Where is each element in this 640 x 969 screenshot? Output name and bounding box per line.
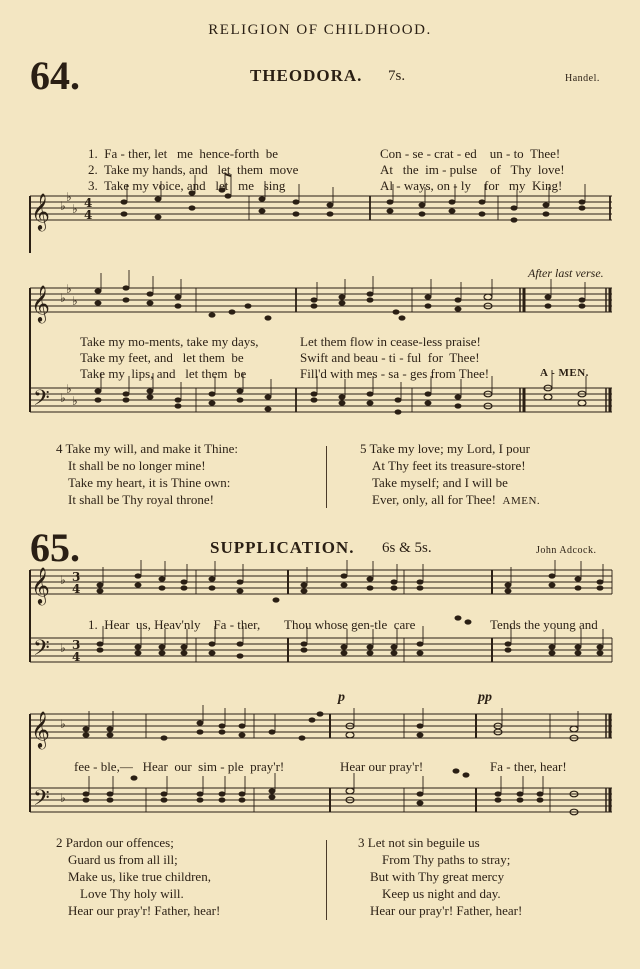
hymn-65-verse-1-line-b: Thou whose gen-tle care xyxy=(284,617,416,632)
stanza-5-amen: AMEN. xyxy=(502,495,541,507)
stanza-3-line-4: Keep us night and day. xyxy=(382,886,501,901)
stanza-4-line-3: Take my heart, it is Thine own: xyxy=(68,475,231,490)
svg-text:♭: ♭ xyxy=(60,291,66,305)
stanza-5-line-2: At Thy feet its treasure-store! xyxy=(372,458,526,473)
hymn-64-verse-2-line-a: 2. Take my hands, and let them move xyxy=(88,162,299,177)
hymn-64-refrain-line-1-a: Take my mo-ments, take my days, xyxy=(80,334,259,349)
svg-text:𝄢: 𝄢 xyxy=(33,786,50,816)
after-last-verse-note: After last verse. xyxy=(528,266,604,280)
hymn-64-refrain-line-1-b: Let them flow in cease-less praise! xyxy=(300,334,481,349)
stanza-divider-65 xyxy=(326,840,327,920)
stanza-4-line-1: 4 Take my will, and make it Thine: xyxy=(56,441,239,456)
stanza-2-line-1: 2 Pardon our offences; xyxy=(56,835,174,850)
hymn-65-number: 65. xyxy=(30,525,80,570)
svg-text:♭: ♭ xyxy=(66,190,72,204)
hymn-64-stanza-5 xyxy=(360,440,540,510)
svg-text:3: 3 xyxy=(72,570,81,584)
svg-text:♭: ♭ xyxy=(60,717,66,731)
stanza-2-line-2: Guard us from all ill; xyxy=(68,852,178,867)
dynamic-piano: p xyxy=(338,690,345,705)
svg-text:♭: ♭ xyxy=(60,641,66,655)
hymn-64-verse-2-line-b: At the im - pulse of Thy love! xyxy=(380,162,565,177)
svg-text:♭: ♭ xyxy=(60,791,66,805)
hymn-65-verse-1-line-d: fee - ble,— Hear our sim - ple pray'r! xyxy=(74,759,285,774)
hymn-64-verse-1-line-a: 1. Fa - ther, let me hence-forth be xyxy=(88,146,279,161)
hymn-64-tune-name: THEODORA. xyxy=(250,66,363,85)
stanza-2-line-4: Love Thy holy will. xyxy=(80,886,184,901)
svg-text:𝄞: 𝄞 xyxy=(31,192,50,230)
hymn-64-verse-3-line-b: Al - ways, on - ly for my King! xyxy=(380,178,563,193)
svg-text:♭: ♭ xyxy=(72,394,78,408)
stanza-4-line-4: It shall be Thy royal throne! xyxy=(68,492,214,507)
hymn-64-refrain-line-2-b: Swift and beau - ti - ful for Thee! xyxy=(300,350,480,365)
hymn-64-composer: Handel. xyxy=(565,73,600,84)
svg-text:♭: ♭ xyxy=(60,573,66,587)
svg-text:♭: ♭ xyxy=(60,199,66,213)
hymn-64-verse-3-line-a: 3. Take my voice, and let me sing xyxy=(88,178,286,193)
stanza-4-line-2: It shall be no longer mine! xyxy=(68,458,206,473)
hymn-65-stanza-3 xyxy=(358,834,522,919)
hymn-65-verse-1-line-f: Fa - ther, hear! xyxy=(490,759,567,774)
hymn-64-number: 64. xyxy=(30,53,80,98)
stanza-5-line-3: Take myself; and I will be xyxy=(372,475,508,490)
stanza-3-line-5: Hear our pray'r! Father, hear! xyxy=(370,903,523,918)
stanza-3-line-2: From Thy paths to stray; xyxy=(382,852,511,867)
hymn-65-verse-1-line-e: Hear our pray'r! xyxy=(340,759,424,774)
stanza-5-line-1: 5 Take my love; my Lord, I pour xyxy=(360,441,530,456)
svg-text:4: 4 xyxy=(84,196,93,210)
svg-text:𝄞: 𝄞 xyxy=(31,284,50,322)
stanza-3-line-3: But with Thy great mercy xyxy=(370,869,505,884)
hymn-65-tune-name: SUPPLICATION. xyxy=(210,538,355,557)
svg-text:♭: ♭ xyxy=(72,294,78,308)
hymn-65-meter: 6s & 5s. xyxy=(382,540,432,556)
hymn-64-amen: A - MEN. xyxy=(540,367,589,379)
svg-text:♭: ♭ xyxy=(72,202,78,216)
hymn-64-stanza-4 xyxy=(56,440,238,508)
stanza-divider xyxy=(326,446,327,508)
svg-text:4: 4 xyxy=(84,208,93,222)
hymn-64-refrain-line-2-a: Take my feet, and let them be xyxy=(80,350,244,365)
svg-text:4: 4 xyxy=(72,582,81,596)
stanza-2-line-5: Hear our pray'r! Father, hear! xyxy=(68,903,221,918)
hymn-65-verse-1-line-a: 1. Hear us, Heav'nly Fa - ther, xyxy=(88,617,261,632)
svg-text:♭: ♭ xyxy=(66,282,72,296)
hymn-64-refrain-line-3-a: Take my lips, and let them be xyxy=(80,366,247,381)
svg-text:𝄢: 𝄢 xyxy=(33,386,50,416)
hymn-65-composer: John Adcock. xyxy=(536,545,597,556)
svg-text:𝄞: 𝄞 xyxy=(31,710,50,748)
svg-text:♭: ♭ xyxy=(60,391,66,405)
hymn-64-meter: 7s. xyxy=(388,68,406,84)
svg-text:4: 4 xyxy=(72,650,81,664)
svg-text:𝄞: 𝄞 xyxy=(31,566,50,604)
stanza-3-line-1: 3 Let not sin beguile us xyxy=(358,835,480,850)
dynamic-pianissimo: pp xyxy=(478,690,492,705)
running-head: RELIGION OF CHILDHOOD. xyxy=(208,22,432,38)
svg-text:♭: ♭ xyxy=(66,382,72,396)
stanza-2-line-3: Make us, like true children, xyxy=(68,869,211,884)
hymn-65-verse-1-line-c: Tends the young and xyxy=(490,617,598,632)
hymn-64-refrain-line-3-b: Fill'd with mes - sa - ges from Thee! xyxy=(300,366,490,381)
svg-text:3: 3 xyxy=(72,638,81,652)
stanza-5-line-4: Ever, only, all for Thee! xyxy=(372,492,497,507)
hymn-64-verse-1-line-b: Con - se - crat - ed un - to Thee! xyxy=(380,146,561,161)
svg-text:𝄢: 𝄢 xyxy=(33,636,50,666)
hymn-65-stanza-2 xyxy=(56,834,220,919)
